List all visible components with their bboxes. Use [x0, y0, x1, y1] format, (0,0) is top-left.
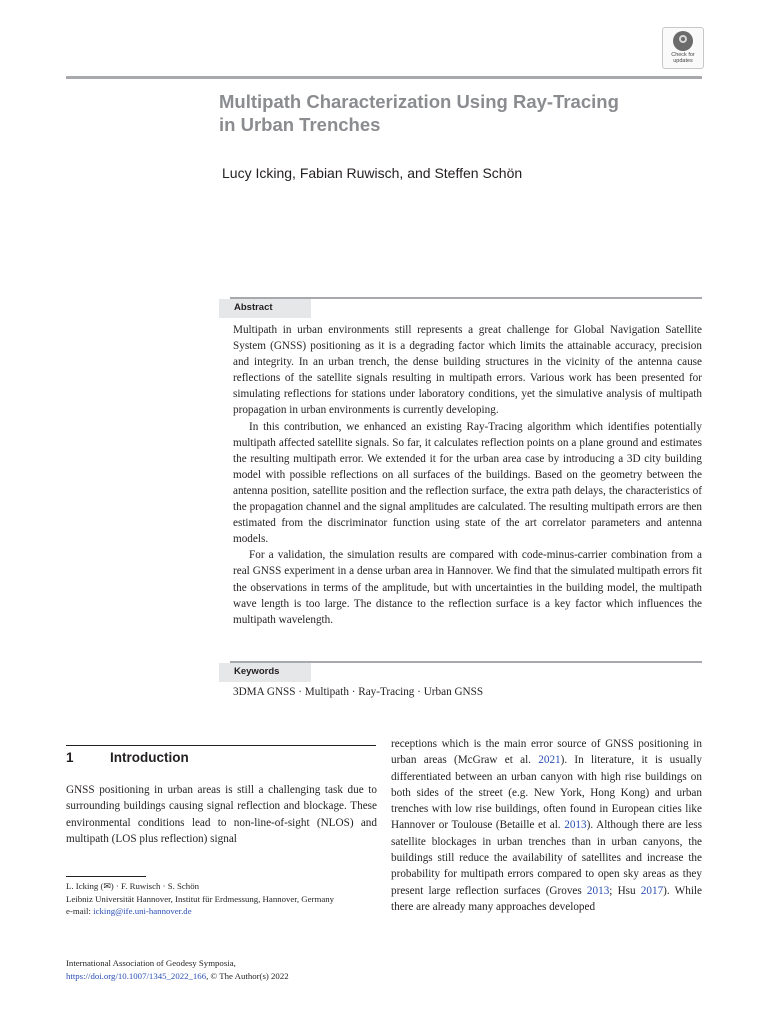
badge-label-line2: updates — [673, 58, 693, 64]
check-for-updates-icon — [673, 31, 693, 51]
abstract-body — [233, 322, 702, 628]
doi-link[interactable]: https://doi.org/10.1007/1345_2022_166 — [66, 970, 207, 981]
header-rule — [66, 76, 702, 79]
paper-title — [219, 90, 699, 136]
body-text: ). Although there are less satellite blockages in urban trenches than in urban canyons, the buildings still reduce the availability of satellites and increase the probability for multipath errors compared to open sky areas as they present large reflection surfaces (Groves — [391, 819, 703, 897]
author-footnote — [66, 880, 377, 918]
badge-label-line1: Check for — [671, 52, 695, 58]
citation-link[interactable]: 2021 — [538, 754, 561, 767]
abstract-paragraph-2: In this contribution, we enhanced an existing Ray-Tracing algorithm which identifies potentially multipath affected satellite signals. So far, it calculates reflection points on a plane ground and estimates the resulting multipath error. We extended it for the urban area case by introducing a 3D city building model with possible reflections on all surfaces of the buildings. Based on the geometry between the antenna position, satellite position and the reflection surface, the extra path delays, the characteristics of the propagation channel and the signal amplitudes are calculated. The resulting multipath errors are then estimated from the discriminator function using state of the art correlator parameters and antenna models. — [233, 420, 702, 546]
keywords-list: 3DMA GNSS · Multipath · Ray-Tracing · Urban GNSS — [233, 686, 484, 698]
introduction-right-column — [391, 736, 702, 915]
doi-line — [66, 970, 377, 983]
body-text: ). While there are already many approaches developed — [391, 884, 703, 913]
email-label: e-mail: — [66, 906, 94, 917]
citation-link[interactable]: 2013 — [564, 819, 587, 832]
abstract-paragraph-3: For a validation, the simulation results are compared with code-minus-carrier combination from a real GNSS experiment in a dense urban area in Hannover. We find that the simulated multipath errors fit the observations in terms of the amplitude, but with uncertainties in the building model, the multipath wave length is too large. The distance to the reflection surface is a key factor which influences the multipath wavelength. — [233, 549, 702, 626]
body-text: ; Hsu — [609, 884, 641, 897]
keywords-heading: Keywords — [234, 666, 280, 677]
footnote-authors: L. Icking (✉) · F. Ruwisch · S. Schön — [66, 881, 199, 891]
introduction-left-column: GNSS positioning in urban areas is still a challenging task due to surrounding buildings causing signal reflection and blockage. These environmental conditions lead to non-line-of-sight (NLOS) and multipath (LOS plus reflection) signal — [66, 784, 377, 845]
footnote-affiliation: Leibniz Universität Hannover, Institut für Erdmessung, Hannover, Germany — [66, 893, 335, 904]
introduction-rule — [66, 745, 376, 746]
abstract-heading-bar — [230, 297, 702, 318]
publication-footer — [66, 957, 377, 982]
section-number: 1 — [66, 750, 74, 765]
body-text: receptions which is the main error source of GNSS positioning in urban areas (McGraw et al. — [391, 738, 702, 767]
keywords-heading-bar — [230, 661, 702, 682]
citation-link[interactable]: 2013 — [586, 884, 610, 897]
body-text: ). In literature, it is usually differentiated between an urban canyon with high rise buildings on both sides of the street (e.g. New York, Hong Kong) and urban trenches with low rise buildings, often found in European cities like Hannover or Toulouse (Betaille et al. — [391, 754, 702, 832]
citation-link[interactable]: 2017 — [640, 884, 664, 897]
section-title: Introduction — [110, 750, 189, 765]
introduction-heading — [66, 750, 189, 765]
check-for-updates-badge[interactable] — [662, 27, 704, 69]
authors: Lucy Icking, Fabian Ruwisch, and Steffen Schön — [222, 165, 523, 181]
title-line-1: Multipath Characterization Using Ray-Tracing — [219, 91, 619, 112]
email-link[interactable]: icking@ife.uni-hannover.de — [93, 906, 192, 917]
footnote-email-line — [66, 905, 377, 918]
footnote-rule — [66, 876, 146, 877]
copyright: , © The Author(s) 2022 — [206, 970, 289, 981]
abstract-paragraph-1: Multipath in urban environments still represents a great challenge for Global Navigation Satellite System (GNSS) positioning as it is a degrading factor which limits the attainable accuracy, precision and integrity. In an urban trench, the dense building structures in the vicinity of the antenna cause reflections of the satellite signals resulting in multipath errors. Various work has been presented for simulating reflections for stations under laboratory conditions, yet the simulative analysis of multipath propagation in urban environments is currently developing. — [233, 324, 702, 417]
abstract-heading: Abstract — [234, 302, 273, 313]
title-line-2: in Urban Trenches — [219, 114, 381, 135]
series-name: International Association of Geodesy Symposia, — [66, 958, 236, 968]
